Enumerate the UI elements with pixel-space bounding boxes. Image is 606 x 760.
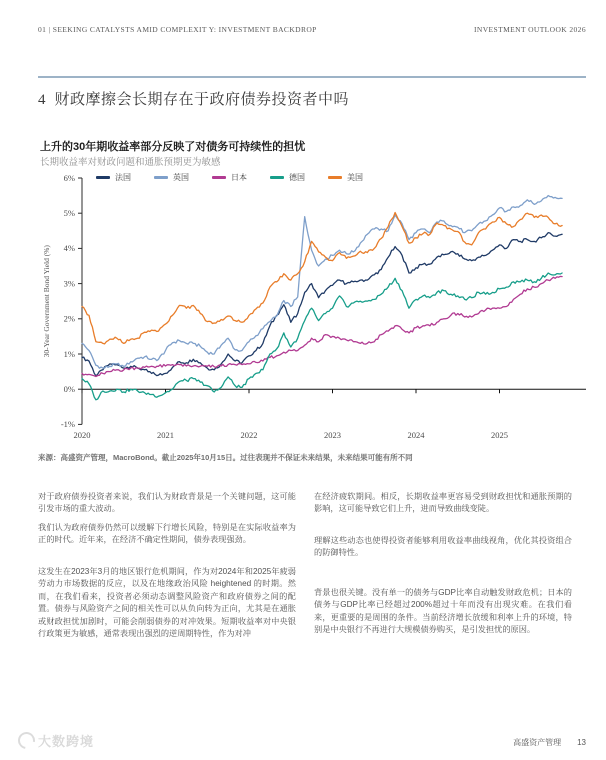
y-tick-label: 5% [63, 208, 75, 218]
y-tick-label: 6% [63, 172, 75, 183]
figure-title: 上升的30年期收益率部分反映了对债务可持续性的担忧 [40, 141, 306, 153]
paragraph: 理解这些动态也使得投资者能够利用收益率曲线视角，优化其投资组合的防御特性。 [314, 535, 572, 558]
paragraph: 对于政府债券投资者来说，我们认为财政背景是一个关键问题，这可能引发市场的重大波动。 [38, 492, 296, 514]
yield-chart [38, 172, 590, 444]
y-tick-label: 3% [63, 278, 75, 289]
paragraph: 背景也很关键。没有单一的债务与GDP比率自动触发财政危机；日本的债务与GDP比率已经超过200%超过十年而没有出现灾难。在我们看来，更重要的是周围的条件。当前经济增长放缓和利率上升的环境，特别是中央银行不再进行大规模债券购买，是引发担忧的原因。 [314, 587, 572, 635]
section-title: 4 财政摩擦会长期存在于政府债券投资者中吗 [38, 92, 350, 108]
watermark-text: 大数跨境 [38, 734, 95, 749]
body-columns [38, 491, 572, 641]
legend-swatch [154, 176, 168, 178]
series-line-美国 [82, 213, 562, 344]
legend-swatch [96, 176, 110, 178]
y-tick-label: 0% [63, 384, 75, 394]
yield-chart-svg [38, 172, 590, 444]
paragraph: 在经济疲软期间。相反，长期收益率更容易受到财政担忧和通胀预期的影响，这可能导致它们上升，进而导致曲线变陡。 [314, 492, 572, 514]
legend-label: 法国 [115, 173, 131, 182]
y-axis-label: 30-Year Government Bond Yield (%) [42, 245, 51, 358]
chart-legend [96, 172, 363, 183]
series-line-英国 [82, 196, 562, 369]
legend-label: 日本 [231, 173, 247, 182]
section-divider [38, 76, 586, 78]
page-footer [513, 737, 586, 748]
legend-item-美国 [328, 172, 363, 183]
page-header [38, 25, 586, 34]
legend-item-法国 [96, 172, 131, 183]
footer-brand: 高盛资产管理 [513, 738, 562, 747]
legend-label: 英国 [173, 173, 189, 182]
x-tick-label: 2022 [240, 430, 258, 440]
legend-item-德国 [270, 172, 305, 183]
x-tick-label: 2025 [491, 430, 508, 440]
body-column-right [314, 491, 572, 641]
paragraph: 这发生在2023年3月的地区银行危机期间，作为对2024年和2025年疲弱劳动力市场数据的反应，以及在地缘政治风险 heightened 的时期。然而，在我们看来，投资者必须动态调整风险资产和政府债券之间的配置。债券与风险资产之间的相关性可以从负向转为正向，尤其是在通胀或财政担忧加剧时，可能会削弱债券的对冲效果。短期收益率对中央银行政策更为敏感，通常表现出强烈的逆周期特性，作为对冲 [38, 566, 296, 639]
series-line-日本 [82, 276, 562, 376]
body-column-left [38, 491, 296, 641]
x-tick-label: 2023 [324, 430, 341, 440]
y-tick-label: 4% [63, 243, 75, 254]
series-line-德国 [82, 273, 562, 400]
header-report-title: INVESTMENT OUTLOOK 2026 [474, 25, 586, 34]
y-tick-label: -1% [60, 419, 75, 430]
header-breadcrumb: 01 | SEEKING CATALYSTS AMID COMPLEXIT Y: INVESTMENT BACKDROP [38, 25, 317, 34]
x-tick-label: 2021 [157, 430, 174, 440]
paragraph: 我们认为政府债券仍然可以缓解下行增长风险，特别是在实际收益率为正的时代。近年来，在经济不确定性期间，债券表现强劲。 [38, 522, 296, 545]
legend-item-英国 [154, 172, 189, 183]
legend-label: 德国 [289, 173, 305, 182]
legend-swatch [328, 176, 342, 178]
y-tick-label: 2% [63, 313, 75, 324]
source-note: 来源：高盛资产管理，MacroBond。截止2025年10月15日。过往表现并不保证未来结果，未来结果可能有所不同 [38, 453, 413, 462]
legend-swatch [270, 176, 284, 178]
x-tick-label: 2020 [73, 430, 91, 440]
legend-swatch [212, 176, 226, 178]
figure-subtitle: 长期收益率对财政问题和通胀预期更为敏感 [40, 157, 221, 168]
legend-label: 美国 [347, 173, 363, 182]
y-tick-label: 1% [63, 348, 75, 359]
x-tick-label: 2024 [407, 430, 425, 440]
page-number: 13 [577, 738, 586, 747]
watermark [18, 731, 94, 750]
legend-item-日本 [212, 172, 247, 183]
watermark-icon [15, 729, 39, 753]
